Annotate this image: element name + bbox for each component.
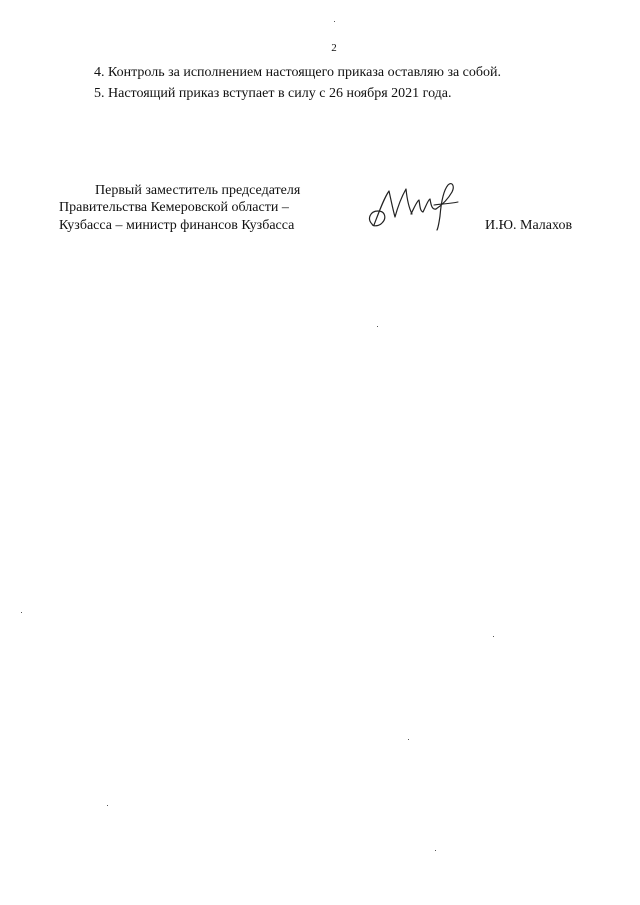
paragraph-4: 4. Контроль за исполнением настоящего приказа оставляю за собой. (94, 65, 502, 80)
signature-block (0, 0, 640, 260)
scan-speck (408, 739, 409, 740)
paragraph-5: 5. Настоящий приказ вступает в силу с 26 ноября 2021 года. (94, 86, 452, 101)
page-number: 2 (331, 42, 337, 54)
handwritten-signature (364, 172, 464, 244)
scan-speck (435, 850, 436, 851)
scan-speck (21, 612, 22, 613)
scan-speck (107, 805, 108, 806)
scan-speck (377, 326, 378, 327)
signer-position-line-1: Первый заместитель председателя (95, 183, 301, 198)
signer-position-line-2: Правительства Кемеровской области – (59, 200, 289, 215)
scan-speck (334, 21, 335, 22)
signer-position-line-3: Кузбасса – министр финансов Кузбасса (59, 218, 295, 233)
scan-speck (493, 636, 494, 637)
signer-name: И.Ю. Малахов (485, 218, 573, 233)
